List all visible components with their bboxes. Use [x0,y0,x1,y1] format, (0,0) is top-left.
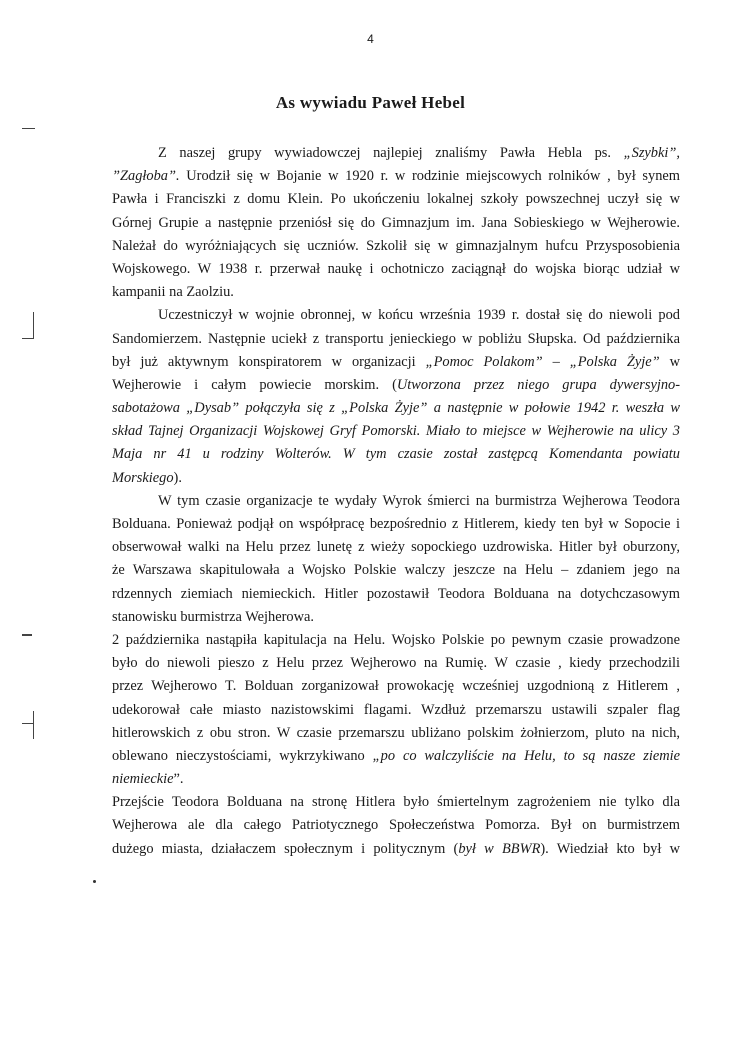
text-line [112,374,680,397]
italic-segment: „Polska Żyje” [569,353,660,370]
text-line [112,397,680,420]
text-segment: Z naszej grupy wywiadowczej najlepiej znaliśmy Pawła Hebla ps. [158,145,624,161]
text-segment: – [542,353,570,370]
text-line [112,791,680,814]
text-segment: Należał do wyróżniających się uczniów. Szkolił się w gimnazjalnym hufcu Przysposobienia [112,237,680,254]
text-line [112,536,680,559]
text-segment: Urodził się w Bojanie w 1920 r. w rodzinie miejscowych rolników , był synem [179,168,680,185]
text-segment: rdzennych ziemiach niemieckich. Hitler pozostawił Teodora Bolduana na dotychczasowym [112,585,680,602]
text-segment: w [659,353,680,370]
margin-mark [22,634,32,636]
italic-segment: ”Zagłoba”. [112,168,180,185]
text-segment: stanowisku burmistrza Wejherowa. [112,608,314,625]
text-segment: oblewano nieczystościami, wykrzykiwano [112,747,373,764]
text-segment: Sandomierzem. Następnie uciekł z transportu jenieckiego w pobliżu Słupska. Od października [112,330,680,347]
text-segment: hitlerowskich z obu stron. W czasie przemarszu ubliżano polskim żołnierzom, pluto na nich, [112,724,680,741]
text-line [112,745,680,768]
document-title: As wywiadu Paweł Hebel [275,93,466,112]
text-line [112,420,680,443]
page-number: 4 [367,32,374,46]
text-line [112,235,680,258]
text-segment: Wojskowego. W 1938 r. przerwał naukę i ochotniczo zaciągnął do wojska biorąc udział w [112,260,680,277]
text-segment: był już aktywnym konspiratorem w organizacji [112,353,426,370]
text-line [112,212,680,235]
italic-segment: Utworzona przez niego grupa dywersyjno- [396,376,681,393]
text-line [112,814,680,837]
margin-mark [33,312,34,338]
margin-mark [22,338,34,339]
margin-mark [22,128,35,129]
italic-segment: „Szybki”, [623,145,680,161]
text-segment: 2 października nastąpiła kapitulacja na Helu. Wojsko Polskie po pewnym czasie prowadzone [112,631,680,648]
text-segment: Przejście Teodora Bolduana na stronę Hitlera było śmiertelnym zagrożeniem nie tylko dla [112,794,680,811]
text-segment: Górnej Grupie a następnie przeniósł się do Gimnazjum im. Jana Sobieskiego w Wejherowie. [112,214,680,231]
text-line [112,768,680,791]
text-segment: że Warszawa skapitulowała a Wojsko Polskie walczy jeszcze na Helu – zdaniem jego na [112,562,680,579]
text-segment: kampanii na Zaolziu. [112,284,234,301]
text-line [112,328,680,351]
text-line [112,467,680,490]
text-line [112,304,680,327]
text-segment: Pawła i Franciszki z domu Klein. Po ukończeniu lokalnej szkoły powszechnej uczył się w [112,191,680,208]
text-segment: ). Wiedział kto był w [540,840,680,857]
text-line [112,142,680,165]
text-segment: Uczestniczył w wojnie obronnej, w końcu września 1939 r. dostał się do niewoli pod [158,307,680,324]
text-line [112,583,680,606]
text-line [112,675,680,698]
text-segment: Bolduana. Ponieważ podjął on współpracę bezpośrednio z Hitlerem, kiedy ten był w Sopocie i [112,516,680,532]
margin-mark [22,723,33,724]
text-segment: Wejherowa ale dla całego Patriotycznego Społeczeństwa Pomorza. Był on burmistrzem [112,817,680,834]
text-segment: przez Wejherowo T. Bolduan zorganizował prowokację wcześniej uzgodnioną z Hitlerem , [112,678,680,695]
text-line [112,559,680,582]
text-line [112,606,680,629]
text-segment: udekorował całe miasto nazistowskimi flagami. Wzdłuż przemarszu ustawili szpaler flag [112,701,680,718]
italic-segment: Morskiego [112,469,174,486]
text-line [112,258,680,281]
italic-segment: niemieckie [112,771,174,788]
text-line [112,513,680,536]
text-line [112,629,680,652]
text-segment: ”. [173,771,184,788]
text-segment: ). [173,469,182,486]
body-text [112,142,680,861]
text-line [112,722,680,745]
italic-segment: Maja nr 41 u rodziny Wolterów. W tym czasie został zastępcą Komendanta powiatu [112,446,680,463]
italic-segment: sabotażowa „Dysab” połączyła się z „Polska Żyje” a następnie w połowie 1942 r. weszła w [112,400,680,417]
text-line [112,490,680,513]
text-segment: było do niewoli pieszo z Helu przez Wejherowo na Rumię. W czasie , kiedy przechodzili [112,655,680,672]
italic-segment: „po co walczyliście na Helu, to są nasze ziemie [372,747,680,764]
text-segment: dużego miasta, działaczem społecznym i politycznym ( [112,840,459,857]
text-line [112,165,680,188]
text-line [112,838,680,861]
margin-mark [33,711,34,739]
text-line [112,281,680,304]
italic-segment: był w BBWR [458,840,541,857]
text-line [112,699,680,722]
text-line [112,443,680,466]
text-segment: obserwował walki na Helu przez lunetę z wieży sopockiego uzdrowiska. Hitler był oburzony, [112,539,680,556]
text-segment: W tym czasie organizacje te wydały Wyrok śmierci na burmistrza Wejherowa Teodora [158,492,680,509]
text-line [112,351,680,374]
italic-segment: „Pomoc Polakom” [425,353,543,370]
text-line [112,652,680,675]
italic-segment: skład Tajnej Organizacji Wojskowej Gryf Pomorski. Miało to miejsce w Wejherowie na ulicy 3 [112,423,680,440]
text-line [112,188,680,211]
text-segment: Wejherowie i całym powiecie morskim. ( [112,376,397,393]
margin-dot [93,880,96,883]
